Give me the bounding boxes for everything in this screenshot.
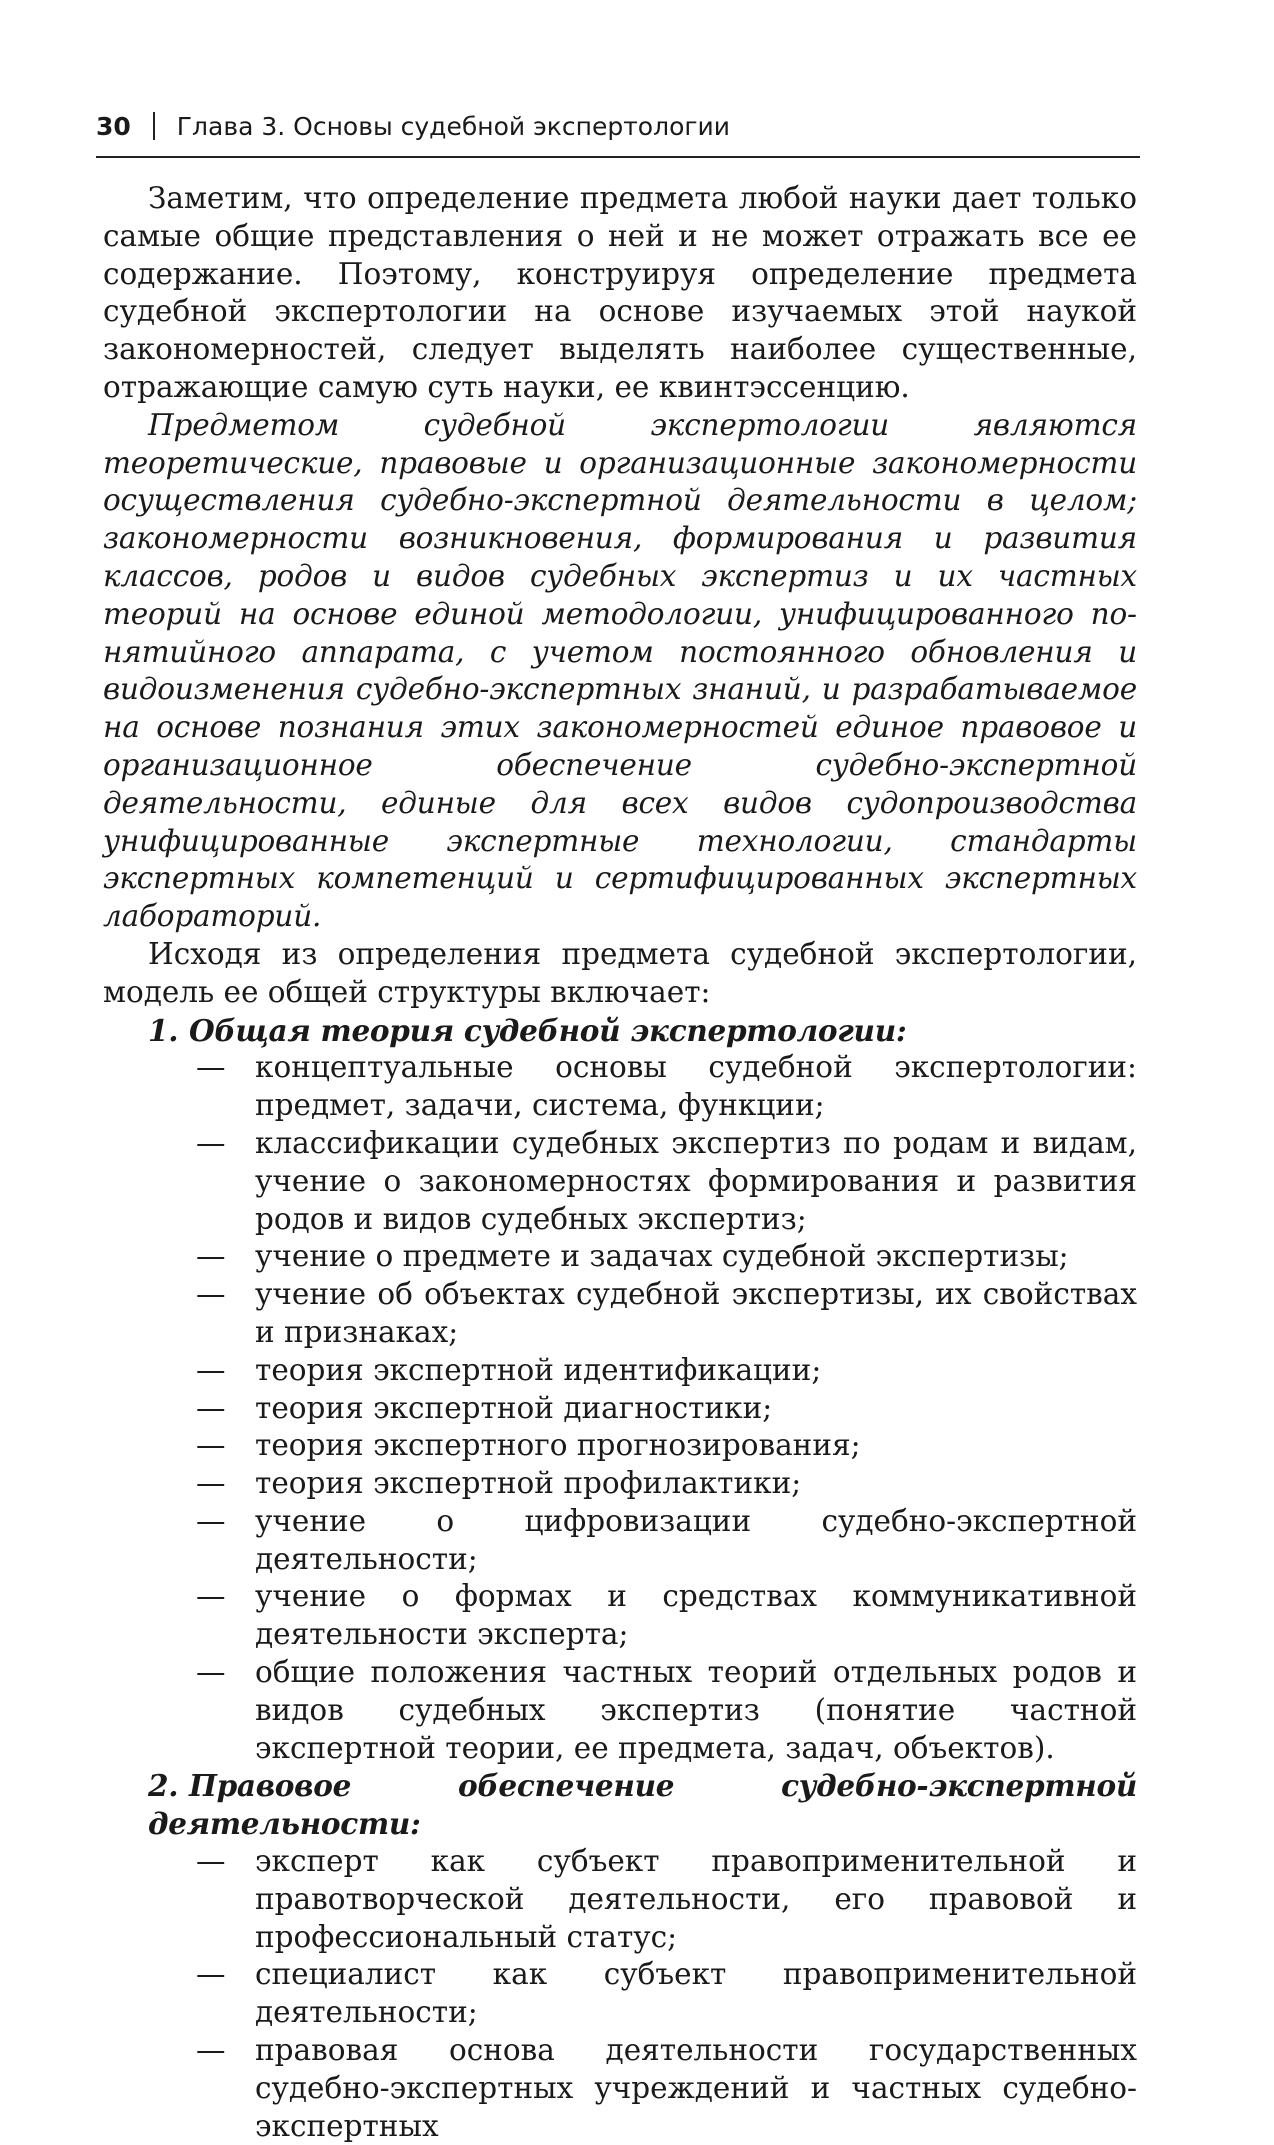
page-body: [103, 180, 1137, 2145]
list-item: — учение о формах и средствах коммуникативной деятельности эксперта;: [103, 1578, 1137, 1654]
intro-paragraph: Заметим, что определение предмета любой науки дает только самые общие представления о ней и не может отражать все ее содержание. Поэтому, конструируя определение предмета судебной экспертологии на основе изучаемых этой наукой закономерностей, следует выделять наиболее существенные, отражающие самую суть науки, ее квинтэссенцию.: [103, 181, 1137, 404]
section-2-list: [103, 1843, 1137, 2145]
list-item: — общие положения частных теорий отдельных родов и видов судебных экспертиз (понятие частной экспертной теории, ее предмета, задач, объектов).: [103, 1654, 1137, 1767]
list-item: — концептуальные основы судебной экспертологии: предмет, задачи, система, функции;: [103, 1049, 1137, 1125]
list-item: — теория экспертной профилактики;: [103, 1465, 1137, 1503]
list-item: — правовая основа деятельности государственных судебно-экспертных учреждений и частных судебно-экспертных: [103, 2032, 1137, 2145]
section-heading-2: [148, 1767, 1137, 1843]
list-item: — учение о цифровизации судебно-экспертной деятельности;: [103, 1503, 1137, 1579]
list-item: — учение об объектах судебной экспертизы, их свойствах и признаках;: [103, 1276, 1137, 1352]
section-title: Общая теория судебной экспертологии:: [189, 1012, 907, 1048]
running-header: [96, 112, 1140, 158]
header-separator: [153, 112, 155, 140]
list-item: — специалист как субъект правоприменительной деятельности;: [103, 1956, 1137, 2032]
list-item: — классификации судебных экспертиз по родам и видам, учение о закономерностях формирования и развития родов и видов судебных экспертиз;: [103, 1125, 1137, 1238]
page-number: 30: [96, 112, 131, 141]
definition-paragraph: Предметом судебной экспертологии являются теоретические, правовые и организационные закономерности осуществления судебно-экспертной деятельности в целом; закономерности возникновения, формирования и развития классов, родов и видов судебных экспертиз и их частных теорий на основе единой методологии, унифицированного понятийного аппарата, с учетом постоянного обновления и видоизменения судебно-экспертных знаний, и разрабатываемое на основе познания этих закономерностей единое правовое и организационное обеспечение судебно-экспертной деятельности, единые для всех видов судопроизводства унифицированные экспертные технологии, стандарты экспертных компетенций и сертифицированных экспертных лабораторий.: [103, 407, 1137, 934]
list-item: — теория экспертной идентификации;: [103, 1352, 1137, 1390]
structure-intro-paragraph: Исходя из определения предмета судебной экспертологии, модель ее общей структуры включает:: [103, 936, 1137, 1009]
section-title: Правовое обеспечение судебно-экспертной деятельности:: [148, 1768, 1137, 1842]
section-heading-1: [148, 1012, 1137, 1050]
list-item: — теория экспертного прогнозирования;: [103, 1427, 1137, 1465]
list-item: — учение о предмете и задачах судебной экспертизы;: [103, 1238, 1137, 1276]
section-number: 2.: [148, 1768, 179, 1804]
chapter-title: Глава 3. Основы судебной экспертологии: [176, 112, 731, 141]
section-1-list: [103, 1049, 1137, 1767]
list-item: — теория экспертной диагностики;: [103, 1390, 1137, 1428]
list-item: — эксперт как субъект правоприменительной и правотворческой деятельности, его правовой и профессиональный статус;: [103, 1843, 1137, 1956]
section-number: 1.: [148, 1012, 179, 1048]
